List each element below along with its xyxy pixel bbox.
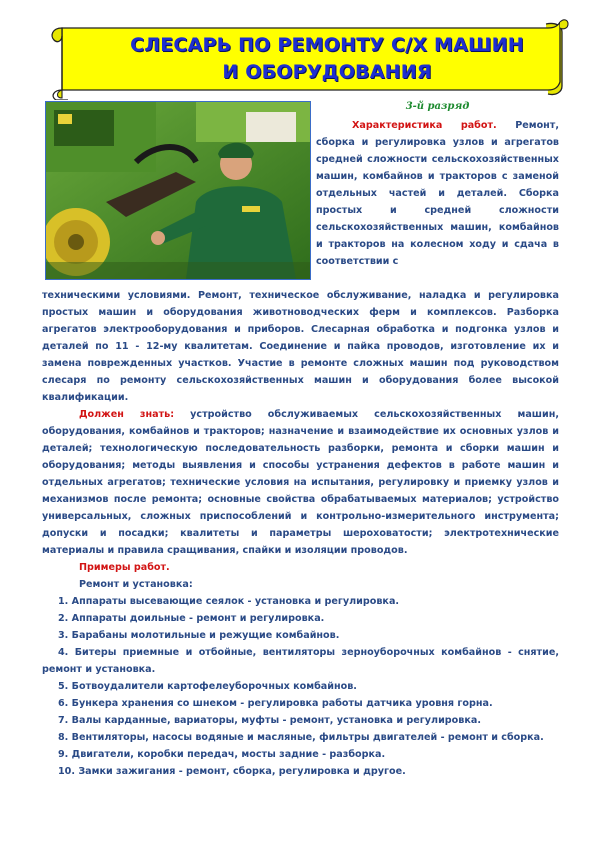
list-item: 2. Аппараты доильные - ремонт и регулировка.	[58, 613, 325, 624]
list-item: 6. Бункера хранения со шнеком - регулировка работы датчика уровня горна.	[58, 698, 493, 709]
list-item: 9. Двигатели, коробки передач, мосты задние - разборка.	[58, 749, 386, 760]
characteristic-text-full: техническими условиями. Ремонт, техническое обслуживание, наладка и регулировка простых машин и оборудования животноводческих ферм и комплексов. Разборка агрегатов электрооборудования и приборов. Слесарная обработка и подгонка узлов и деталей по 11 - 12-му квалитетам. Соединение и пайка проводов, изготовление их и замена поврежденных участков. Участие в ремонте сложных машин под руководством слесаря по ремонту сельскохозяйственных машин и оборудования более высокой квалификации.	[42, 290, 559, 403]
list-item: 1. Аппараты высевающие сеялок - установка и регулировка.	[58, 596, 400, 607]
list-item: 10. Замки зажигания - ремонт, сборка, регулировка и другое.	[58, 766, 406, 777]
characteristic-wrap-text	[316, 117, 559, 270]
characteristic-label: Характеристика работ.	[352, 120, 497, 131]
grade-label: 3-й разряд	[405, 101, 470, 112]
mechanic-photo	[45, 101, 311, 280]
characteristic-text-wrap: Ремонт, сборка и регулировка узлов и агрегатов средней сложности сельскохозяйственных машин, комбайнов и тракторов с заменой отдельных частей и деталей. Сборка простых и средней сложности сельскохозяйственных машин, комбайнов и тракторов на колесном ходу и сдача в соответствии с	[316, 120, 560, 267]
list-item: 8. Вентиляторы, насосы водяные и масляные, фильтры двигателей - ремонт и сборка.	[58, 732, 544, 743]
knowledge-label: Должен знать:	[79, 409, 175, 420]
examples-label: Примеры работ.	[79, 562, 170, 573]
banner-title-line-1: СЛЕСАРЬ ПО РЕМОНТУ С/Х МАШИН	[130, 34, 524, 56]
list-item: 4. Битеры приемные и отбойные, вентиляторы зерноуборочных комбайнов - снятие, ремонт и установка.	[42, 647, 559, 675]
main-text-block	[42, 287, 559, 780]
list-item: 3. Барабаны молотильные и режущие комбайнов.	[58, 630, 340, 641]
mechanic-tractor-image-icon	[46, 102, 310, 279]
examples-sublabel: Ремонт и установка:	[79, 579, 193, 590]
list-item: 5. Ботвоудалители картофелеуборочных комбайнов.	[58, 681, 357, 692]
knowledge-paragraph	[42, 406, 559, 559]
banner-title-line-2: И ОБОРУДОВАНИЯ	[222, 61, 432, 83]
knowledge-text: устройство обслуживаемых сельскохозяйственных машин, оборудования, комбайнов и тракторов; назначение и взаимодействие их основных узлов и деталей; технологическую последовательность разборки, ремонта и сборки машин и оборудования; методы выявления и способы устранения дефектов в работе машин и отдельных агрегатов; технические условия на испытания, регулировку и приемку узлов и механизмов после ремонта; основные свойства обрабатываемых материалов; устройство универсальных, сложных приспособлений и контрольно-измерительного инструмента; допуски и посадки; квалитеты и параметры шероховатости; электротехнические материалы и правила сращивания, спайки и изоляции проводов.	[42, 409, 559, 556]
list-item: 7. Валы карданные, вариаторы, муфты - ремонт, установка и регулировка.	[58, 715, 481, 726]
title-banner	[48, 18, 570, 100]
